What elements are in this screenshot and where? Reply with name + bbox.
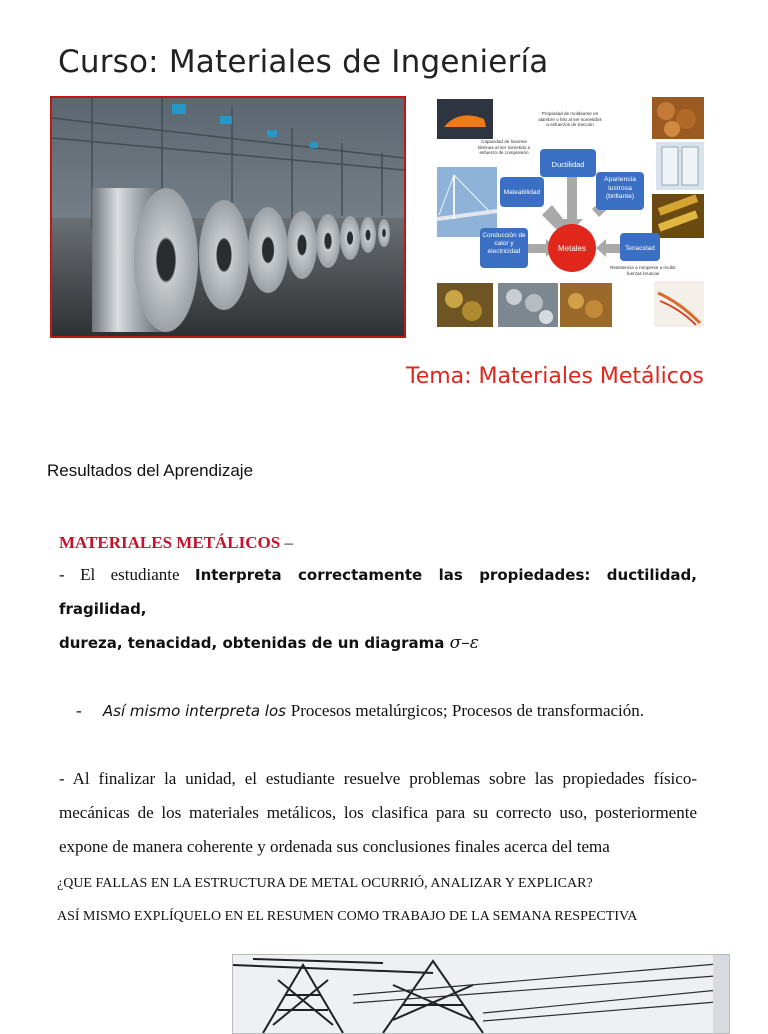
topic-title: Tema: Materiales Metálicos	[406, 364, 704, 389]
node-ductilidad: Ductilidad	[551, 160, 585, 169]
note-ductilidad: Propiedad de moldearse en alambre o hilo al ser sometidos a esfuerzos de tracción	[538, 111, 602, 128]
learning-outcomes-body	[59, 528, 697, 864]
learning-outcomes-heading: Resultados del Aprendizaje	[47, 461, 254, 480]
question-1: ¿QUE FALLAS EN LA ESTRUCTURA DE METAL OCURRIÓ, ANALIZAR Y EXPLICAR?	[57, 876, 593, 891]
question-2: ASÍ MISMO EXPLÍQUELO EN EL RESUMEN COMO TRABAJO DE LA SEMANA RESPECTIVA	[57, 909, 638, 924]
node-metales: Metales	[557, 244, 587, 253]
note-tenacidad: Resistencia a romperse a recibir fuerzas bruscas	[610, 265, 676, 276]
steel-coils-photo	[50, 96, 406, 338]
node-apariencia: Apariencia lustrosa (brillante)	[603, 176, 637, 200]
outcome-3-italic: Así mismo interpreta los	[102, 702, 291, 720]
outcome-1-bold: Interpreta correctamente las propiedades: ductilidad, fragilidad,	[59, 566, 697, 618]
outcome-line-1	[59, 558, 697, 626]
section-title-line	[59, 528, 697, 558]
metals-properties-diagram	[434, 97, 704, 329]
node-maleabilidad: Maleabilidad	[503, 189, 541, 196]
outcome-3-dash: -	[76, 701, 103, 720]
node-tenacidad: Tenacidad	[625, 245, 655, 252]
course-title: Curso: Materiales de Ingeniería	[58, 44, 549, 80]
section-dash: –	[280, 533, 293, 552]
stress-strain-symbol: σ–ε	[449, 633, 479, 653]
outcome-line-2	[59, 626, 697, 660]
outcome-1-prefix: - El estudiante	[59, 565, 195, 584]
note-maleabilidad: Capacidad de hacerse láminas al ser sometido a esfuerzo de compresión	[477, 139, 531, 156]
transmission-tower-photo	[232, 954, 730, 1034]
outcome-paragraph-4: - Al finalizar la unidad, el estudiante resuelve problemas sobre las propiedades físico-mecánicas de los materiales metálicos, los clasifica para su correcto uso, posteriormente expone de manera coherente y ordenada sus conclusiones finales acerca del tema	[59, 769, 697, 856]
node-conduccion: Conducción de calor y electricidad	[482, 232, 526, 255]
outcome-line-3	[59, 660, 697, 762]
outcome-2-bold: dureza, tenacidad, obtenidas de un diagrama	[59, 634, 450, 652]
outcome-3-text: Procesos metalúrgicos; Procesos de transformación.	[290, 701, 645, 720]
section-title: MATERIALES METÁLICOS	[59, 533, 281, 552]
